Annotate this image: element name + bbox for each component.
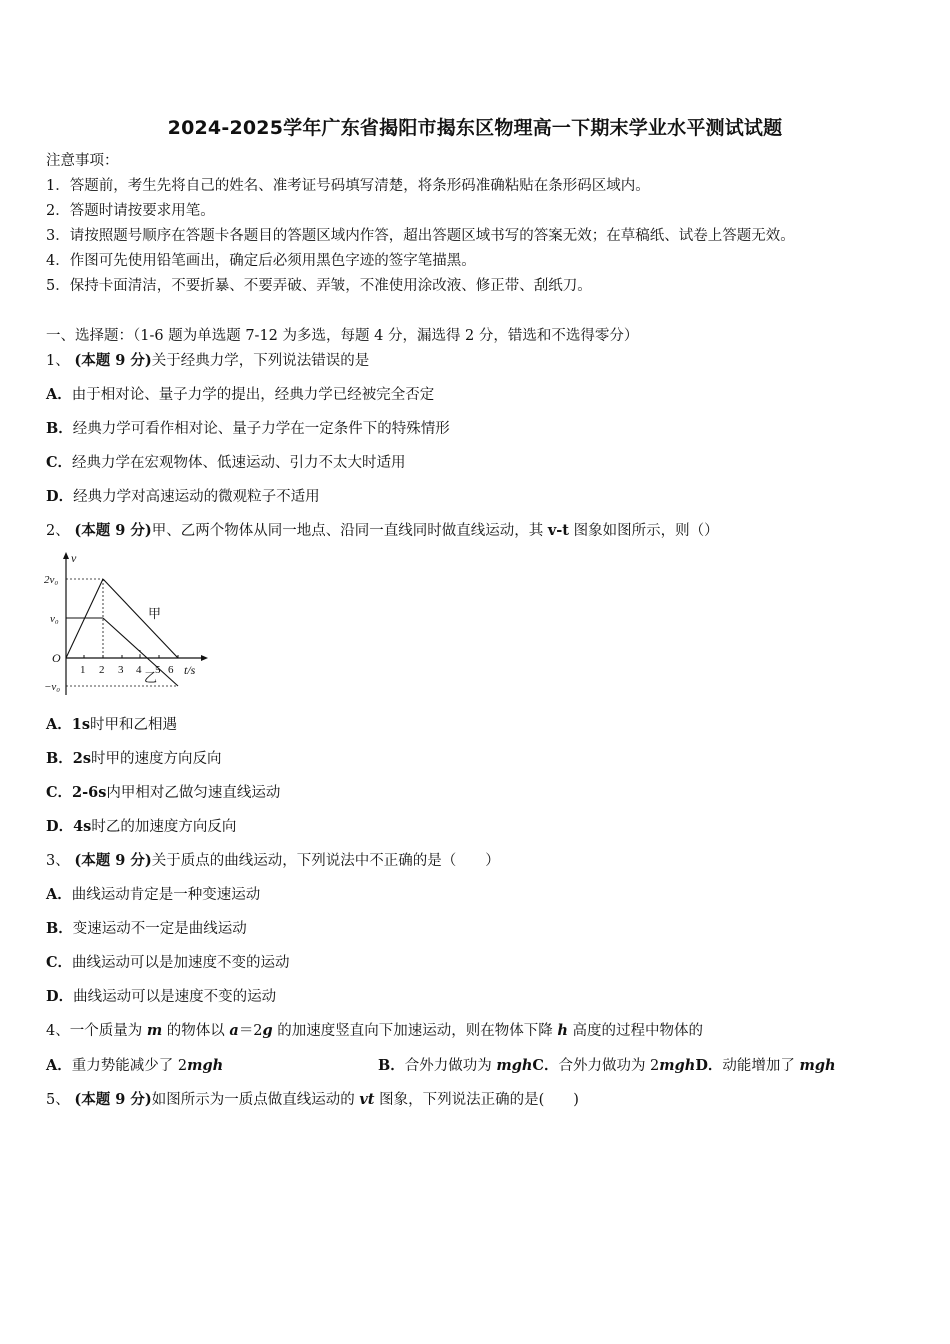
origin-label: O <box>52 651 61 665</box>
page-title: 2024-2025学年广东省揭阳市揭东区物理高一下期末学业水平测试试题 <box>167 117 783 139</box>
question-2-option-b: B．2s时甲的速度方向反向 <box>46 750 222 767</box>
question-2-option-d: D．4s时乙的加速度方向反向 <box>46 818 237 835</box>
question-3-option-c: C．曲线运动可以是加速度不变的运动 <box>46 954 290 971</box>
label-jia: 甲 <box>148 606 162 621</box>
question-2-option-a: A．1s时甲和乙相遇 <box>46 716 178 733</box>
y-tick-2v0: 2v₀ <box>44 574 59 586</box>
question-1-stem <box>46 352 369 370</box>
question-4-option-a: A．重力势能减少了 2mgh <box>46 1057 224 1074</box>
question-3-stem: 3、 (本题 9 分)关于质点的曲线运动，下列说法中不正确的是（ ） <box>46 852 500 869</box>
y-tick-v0: v₀ <box>50 613 59 625</box>
question-2-stem: 2、 (本题 9 分)甲、乙两个物体从同一地点、沿同一直线同时做直线运动，其 v-t 图象如图所示，则（） <box>46 522 719 539</box>
notice-item-5: 5．保持卡面清洁，不要折暴、不要弄破、弄皱，不准使用涂改液、修正带、刮纸刀。 <box>46 278 592 294</box>
question-3-option-b: B．变速运动不一定是曲线运动 <box>46 920 247 937</box>
x-axis-arrow <box>201 655 208 661</box>
question-3-option-a: A．曲线运动肯定是一种变速运动 <box>46 886 261 903</box>
notice-heading: 注意事项： <box>46 153 119 169</box>
question-1-option-b: B．经典力学可看作相对论、量子力学在一定条件下的特殊情形 <box>46 420 450 437</box>
x-tick-2: 2 <box>99 664 105 676</box>
question-1-option-d: D．经典力学对高速运动的微观粒子不适用 <box>46 488 320 505</box>
x-tick-5: 5 <box>155 664 161 676</box>
x-axis-label: t/s <box>184 663 196 677</box>
question-3-option-d: D．曲线运动可以是速度不变的运动 <box>46 988 277 1005</box>
question-5-stem: 5、 (本题 9 分)如图所示为一质点做直线运动的 vt 图象，下列说法正确的是( ) <box>46 1091 579 1108</box>
question-1-option-a: A．由于相对论、量子力学的提出，经典力学已经被完全否定 <box>46 386 435 403</box>
y-axis-arrow <box>63 552 69 559</box>
question-4-stem: 4、一个质量为 m 的物体以 a＝2g 的加速度竖直向下加速运动，则在物体下降 h 高度的过程中物体的 <box>46 1022 704 1039</box>
x-tick-4: 4 <box>136 664 142 676</box>
y-tick-neg-v0: −v₀ <box>44 681 61 693</box>
x-tick-6: 6 <box>168 664 174 676</box>
x-tick-3: 3 <box>118 664 124 676</box>
question-score: (本题 9 分) <box>74 352 152 369</box>
section-heading: 一、选择题：（1-6 题为单选题 7-12 为多选，每题 4 分，漏选得 2 分，错选和不选得零分） <box>46 328 639 344</box>
question-4-option-b-c-d: B．合外力做功为 mghC．合外力做功为 2mghD．动能增加了 mgh <box>378 1057 836 1074</box>
y-axis-label: v <box>71 551 77 565</box>
notice-item-2: 2．答题时请按要求用笔。 <box>46 203 215 219</box>
notice-item-4: 4．作图可先使用铅笔画出，确定后必须用黑色字迹的签字笔描黑。 <box>46 253 476 269</box>
notice-item-1: 1．答题前，考生先将自己的姓名、准考证号码填写清楚，将条形码准确粘贴在条形码区域内。 <box>46 178 650 194</box>
vt-graph <box>44 550 214 700</box>
question-number: 1、 <box>46 353 70 369</box>
x-tick-1: 1 <box>80 664 86 676</box>
question-2-option-c: C．2-6s内甲相对乙做匀速直线运动 <box>46 784 281 801</box>
label-yi: 乙 <box>144 670 158 685</box>
notice-item-3: 3．请按照题号顺序在答题卡各题目的答题区域内作答，超出答题区域书写的答案无效；在草稿纸、试卷上答题无效。 <box>46 228 795 244</box>
question-text: 关于经典力学，下列说法错误的是 <box>151 353 370 369</box>
line-jia-fall <box>103 579 178 658</box>
question-1-option-c: C．经典力学在宏观物体、低速运动、引力不太大时适用 <box>46 454 406 471</box>
